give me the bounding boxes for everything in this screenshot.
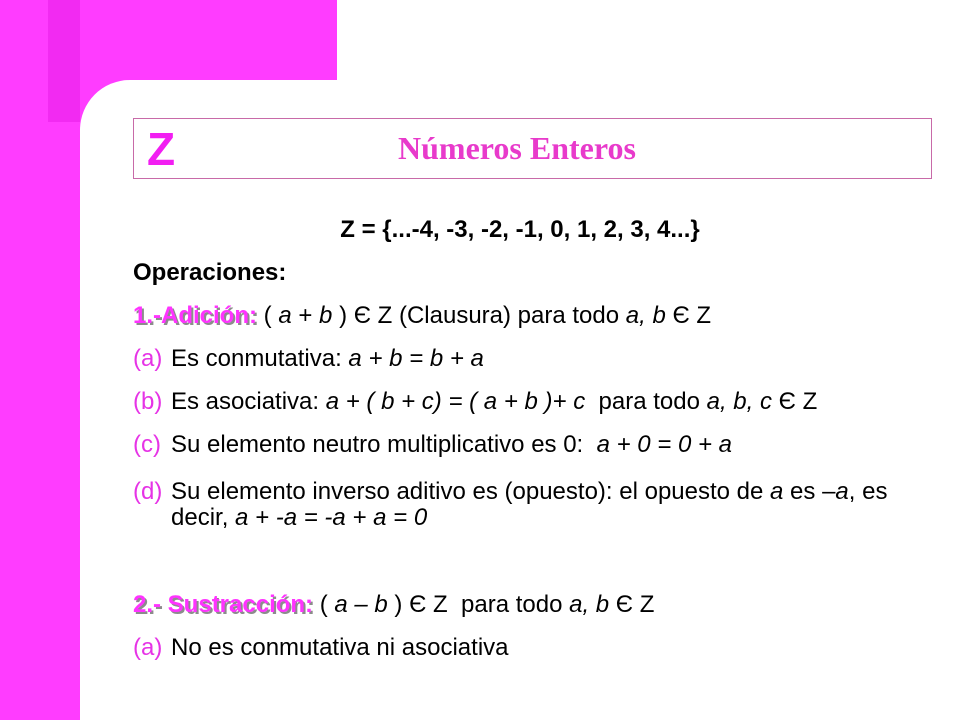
- property-text: , es: [848, 478, 888, 505]
- subtraction-rule: [133, 591, 654, 619]
- math-expression: a + -a = -a + a = 0: [235, 504, 428, 531]
- property-text: para todo: [585, 388, 707, 415]
- math-expression: a + b = b + a: [348, 345, 484, 372]
- property-text: Su elemento inverso aditivo es (opuesto): el opuesto de: [171, 478, 771, 505]
- set-definition: [133, 216, 907, 244]
- math-expression: a + ( b + c) = ( a + b )+ c: [325, 388, 586, 415]
- rule-text: (: [313, 591, 335, 618]
- addition-property-b: [133, 388, 817, 416]
- property-text: Es asociativa:: [171, 388, 326, 415]
- rule-text: ) Є Z (Clausura) para todo: [332, 302, 626, 329]
- slide-title: Números Enteros: [398, 130, 636, 166]
- rule-text: +: [291, 302, 320, 329]
- operations-heading: [133, 259, 286, 287]
- rule-text: Є Z: [665, 302, 712, 329]
- math-variable: a: [770, 478, 784, 505]
- list-marker: (a): [133, 345, 163, 372]
- property-text: es –: [783, 478, 836, 505]
- subtraction-label: 2.- Sustracción:: [133, 591, 314, 618]
- addition-label: 1.-Adición:: [133, 302, 257, 329]
- math-expression: a + 0 = 0 + a: [596, 431, 733, 458]
- math-variable: a, b: [625, 302, 666, 329]
- addition-property-d: [133, 479, 887, 531]
- math-variable: a, b: [569, 591, 610, 618]
- operations-heading-text: Operaciones:: [133, 259, 287, 286]
- corner-accent-strip: [48, 0, 80, 122]
- integers-symbol: Z: [147, 123, 176, 175]
- math-variable: a, b, c: [706, 388, 772, 415]
- subtraction-property-a: [133, 634, 509, 662]
- rule-text: ) Є Z para todo: [387, 591, 570, 618]
- property-text: No es conmutativa ni asociativa: [171, 634, 509, 661]
- addition-property-a: [133, 345, 484, 373]
- math-variable: a: [278, 302, 292, 329]
- property-text: Є Z: [771, 388, 818, 415]
- list-marker: (b): [133, 388, 163, 415]
- math-variable: b: [319, 302, 333, 329]
- property-line: [133, 479, 887, 505]
- addition-rule: [133, 302, 711, 330]
- list-marker: (c): [133, 431, 161, 458]
- rule-text: Є Z: [609, 591, 655, 618]
- math-variable: a: [835, 478, 849, 505]
- math-expression: a – b: [334, 591, 388, 618]
- set-definition-text: Z = {...-4, -3, -2, -1, 0, 1, 2, 3, 4...}: [340, 216, 700, 243]
- title-banner: [133, 118, 932, 179]
- property-line-continuation: [133, 505, 887, 531]
- addition-property-c: [133, 431, 732, 459]
- property-text: Su elemento neutro multiplicativo es 0:: [171, 431, 597, 458]
- rule-text: (: [257, 302, 279, 329]
- list-marker: (d): [133, 478, 163, 505]
- list-marker: (a): [133, 634, 163, 661]
- property-text: Es conmutativa:: [171, 345, 349, 372]
- property-text: decir,: [171, 504, 236, 531]
